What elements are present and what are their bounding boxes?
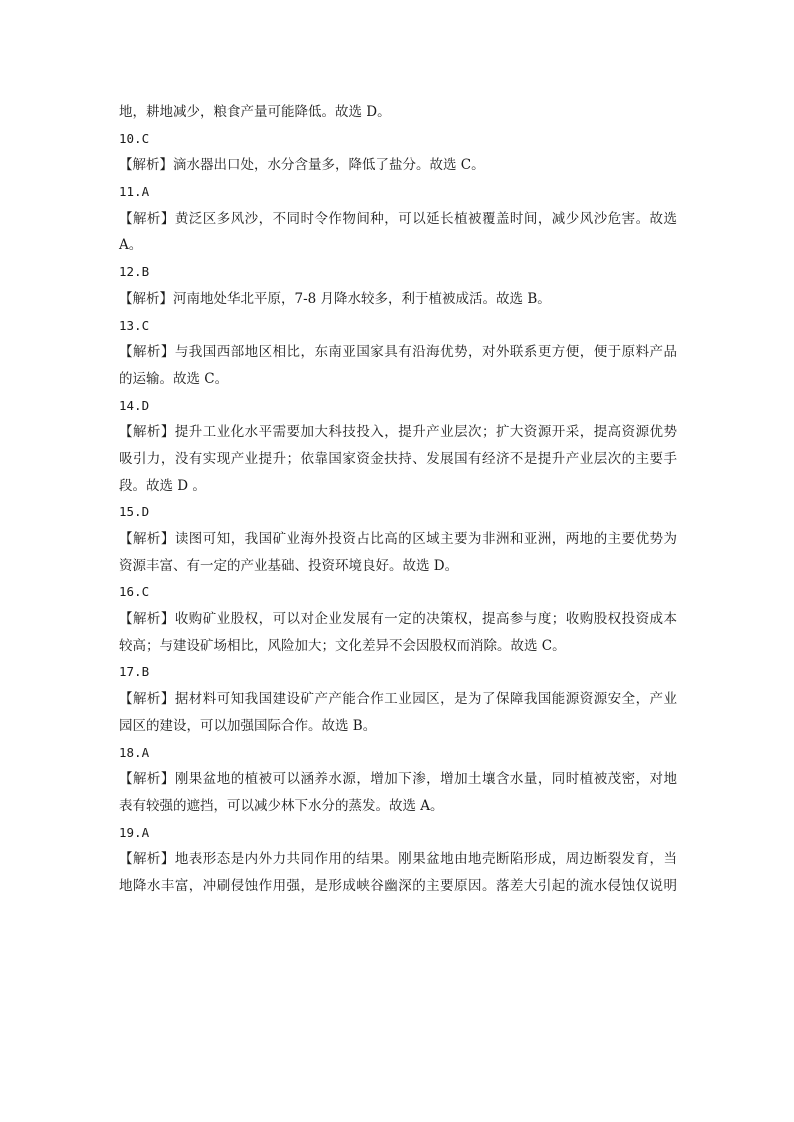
question-number: 17.B bbox=[119, 664, 150, 680]
text-line: 【解析】黄泛区多风沙，不同时令作物间种，可以延长植被覆盖时间，减少风沙危害。故选 bbox=[119, 210, 677, 227]
question-number: 15.D bbox=[119, 504, 150, 520]
text-line: 【解析】收购矿业股权，可以对企业发展有一定的决策权，提高参与度；收购股权投资成本 bbox=[119, 611, 677, 628]
text-line: 表有较强的遮挡，可以减少林下水分的蒸发。故选 A。 bbox=[119, 797, 444, 814]
text-line: 较高；与建设矿场相比，风险加大；文化差异不会因股权而消除。故选 C。 bbox=[119, 637, 566, 654]
question-number: 14.D bbox=[119, 397, 150, 413]
text-line: 的运输。故选 C。 bbox=[119, 370, 229, 387]
question-number: 12.B bbox=[119, 264, 150, 280]
text-line: 【解析】河南地处华北平原，7-8 月降水较多，利于植被成活。故选 B。 bbox=[119, 290, 551, 307]
question-number: 11.A bbox=[119, 184, 150, 200]
question-number: 10.C bbox=[119, 130, 150, 146]
text-line: 园区的建设，可以加强国际合作。故选 B。 bbox=[119, 717, 377, 734]
question-number: 18.A bbox=[119, 744, 150, 760]
question-number: 19.A bbox=[119, 824, 150, 840]
text-line: 【解析】读图可知，我国矿业海外投资占比高的区域主要为非洲和亚洲，两地的主要优势为 bbox=[119, 531, 677, 547]
text-line: 【解析】滴水器出口处，水分含量多，降低了盐分。故选 C。 bbox=[119, 157, 485, 174]
question-number: 16.C bbox=[119, 584, 150, 600]
text-line: 【解析】与我国西部地区相比，东南亚国家具有沿海优势，对外联系更方便，便于原料产品 bbox=[119, 344, 677, 361]
text-line: A。 bbox=[119, 237, 143, 254]
text-line: 段。故选 D 。 bbox=[119, 477, 206, 494]
text-line: 吸引力，没有实现产业提升；依靠国家资金扶持、发展国有经济不是提升产业层次的主要手 bbox=[119, 450, 677, 467]
document-page bbox=[119, 99, 677, 900]
text-line: 【解析】地表形态是内外力共同作用的结果。刚果盆地由地壳断陷形成，周边断裂发育，当 bbox=[119, 851, 677, 868]
text-line: 【解析】刚果盆地的植被可以涵养水源，增加下渗，增加土壤含水量，同时植被茂密，对地 bbox=[119, 771, 677, 788]
text-line: 地降水丰富，冲刷侵蚀作用强，是形成峡谷幽深的主要原因。落差大引起的流水侵蚀仅说明 bbox=[119, 877, 677, 894]
text-line: 地，耕地减少，粮食产量可能降低。故选 D。 bbox=[119, 104, 391, 120]
text-line: 【解析】据材料可知我国建设矿产产能合作工业园区，是为了保障我国能源资源安全，产业 bbox=[119, 691, 677, 708]
text-line: 资源丰富、有一定的产业基础、投资环境良好。故选 D。 bbox=[119, 557, 459, 574]
text-line: 【解析】提升工业化水平需要加大科技投入，提升产业层次；扩大资源开采，提高资源优势 bbox=[119, 424, 677, 441]
question-number: 13.C bbox=[119, 317, 150, 333]
